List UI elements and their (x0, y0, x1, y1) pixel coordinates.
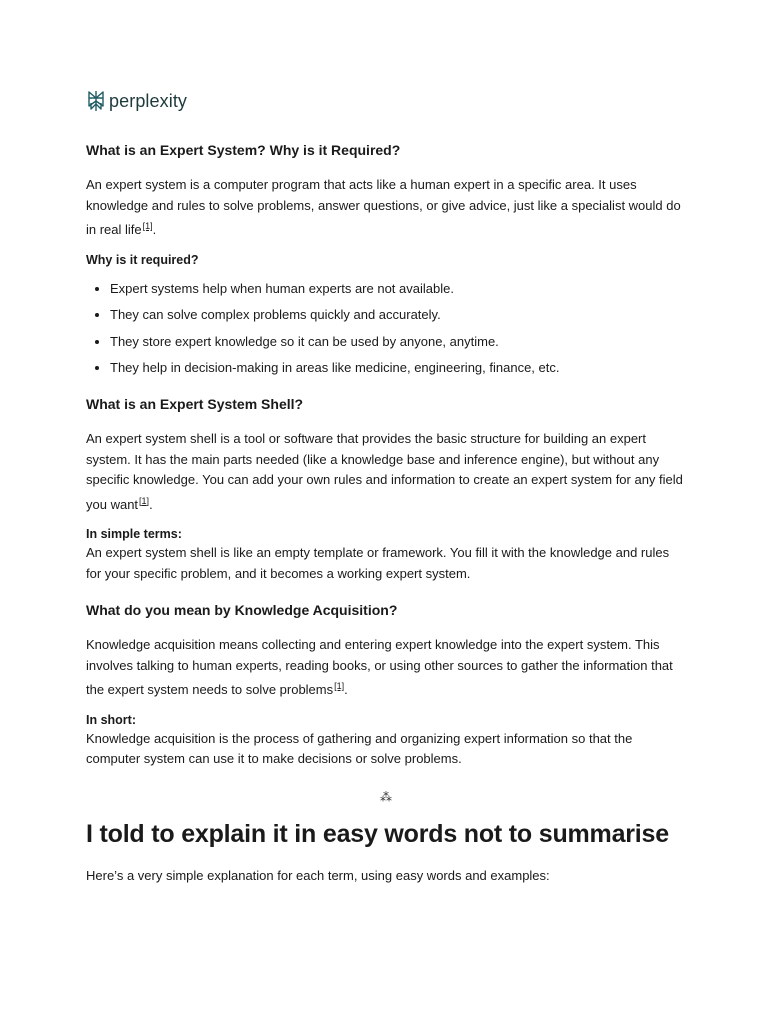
note-label: In short: (86, 712, 136, 727)
list-item: • They can solve complex problems quickly and accurately. (110, 305, 686, 325)
section-heading: What do you mean by Knowledge Acquisition? (86, 602, 398, 618)
bullet-list (86, 279, 686, 379)
list-item: • They help in decision-making in areas like medicine, engineering, finance, etc. (110, 358, 686, 378)
citation-link[interactable]: [1] (142, 221, 153, 231)
citation-link[interactable]: [1] (139, 495, 150, 506)
followup-title: I told to explain it in easy words not to summarise (86, 819, 669, 848)
note-label: In simple terms: (86, 527, 182, 541)
section-paragraph: An expert system is a computer program that acts like a human expert in a specific area. It uses knowledge and rules to solve problems, answer questions, or give advice, just like a specialist would do in real life[1]. (86, 177, 681, 237)
brand-name: perplexity (109, 90, 188, 111)
section-heading: What is an Expert System Shell? (86, 396, 304, 412)
section-divider: ⁂ (380, 789, 392, 804)
note-text: Knowledge acquisition is the process of gathering and organizing expert information so that the computer system can use it to make decisions or solve problems. (86, 730, 633, 766)
list-item: • Expert systems help when human experts are not available. (110, 279, 686, 299)
document-page (86, 88, 686, 896)
brand-logo (86, 88, 686, 114)
section-subheading: Why is it required? (86, 252, 199, 267)
followup-intro: Here’s a very simple explanation for each term, using easy words and examples: (86, 867, 550, 883)
citation-link[interactable]: [1] (334, 681, 345, 691)
perplexity-logo-icon (86, 89, 106, 113)
section-heading: What is an Expert System? Why is it Required? (86, 142, 401, 158)
note-text: An expert system shell is like an empty template or framework. You fill it with the knowledge and rules for your specific problem, and it becomes a working expert system. (86, 545, 670, 581)
section-paragraph: An expert system shell is a tool or software that provides the basic structure for building an expert system. It has the main parts needed (like a knowledge base and inference engine), but without any specific knowledge. You can add your own rules and information to create an expert system for any field you want[1]. (86, 431, 683, 512)
list-item: • They store expert knowledge so it can be used by anyone, anytime. (110, 332, 686, 352)
section-paragraph: Knowledge acquisition means collecting and entering expert knowledge into the expert system. This involves talking to human experts, reading books, or using other sources to gather the information that the expert system needs to solve problems[1]. (86, 637, 673, 697)
